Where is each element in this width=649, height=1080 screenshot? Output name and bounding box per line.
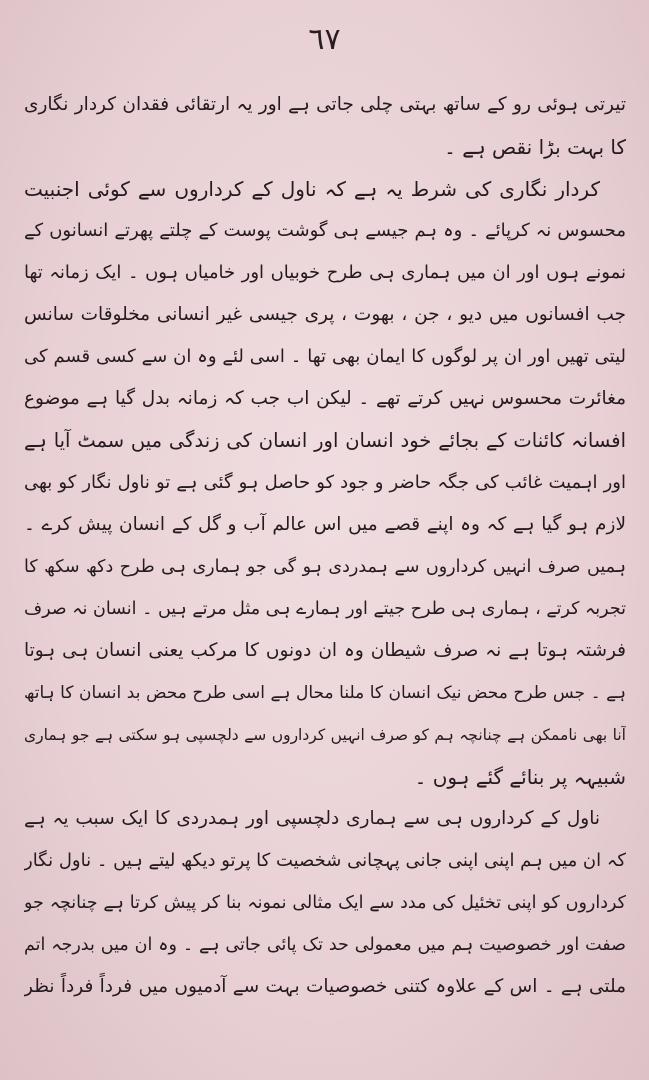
- text-line-21: صفت اور خصوصیت ہم میں معمولی حد تک پائی جاتی ہے ۔ وہ ان میں بدرجہ اتم: [24, 935, 626, 955]
- body-text: [24, 84, 626, 1008]
- page-number: ٦٧: [308, 22, 341, 57]
- text-line-5: نمونے ہوں اور ان میں ہماری ہی طرح خوبیاں اور خامیاں ہوں ۔ ایک زمانہ تھا: [24, 262, 626, 283]
- text-line-4: محسوس نہ کرپائے ۔ وہ ہم جیسے ہی گوشت پوست کے چلتے پھرتے انسانوں کے: [24, 220, 626, 241]
- text-line-18: ناول کے کرداروں ہی سے ہماری دلچسپی اور ہمدردی کا ایک سبب یہ ہے: [24, 808, 600, 829]
- text-line-2: کا بہت بڑا نقص ہے ۔: [444, 135, 626, 159]
- text-line-17: شبیہہ پر بنائے گئے ہوں ۔: [414, 765, 626, 789]
- text-line-19: کہ ان میں ہم اپنی اپنی جانی پہچانی شخصیت کا پرتو دیکھ لیتے ہیں ۔ ناول نگار: [24, 850, 626, 871]
- text-line-13: تجربہ کرتے ، ہماری ہی طرح جیتے اور ہمارے ہی مثل مرتے ہیں ۔ انسان نہ صرف: [24, 599, 626, 619]
- text-line-15: ہے ۔ جس طرح محض نیک انسان کا ملنا محال ہے اسی طرح محض بد انسان کا ہاتھ: [24, 683, 626, 703]
- text-line-1: تیرتی ہوئی رو کے ساتھ بہتی چلی جاتی ہے اور یہ ارتقائی فقدان کردار نگاری: [24, 94, 626, 115]
- text-line-12: ہمیں صرف انہیں کرداروں سے ہمدردی ہو گی جو ہماری ہی طرح دکھ سکھ کا: [24, 557, 626, 577]
- text-line-20: کرداروں کو اپنی تخئیل کی مدد سے ایک مثالی نمونہ بنا کر پیش کرتا ہے چنانچہ جو: [24, 893, 626, 913]
- text-line-9: افسانہ کائنات کے بجائے خود انسان اور انسان کی زندگی میں سمٹ آیا ہے: [24, 429, 626, 452]
- text-line-3: کردار نگاری کی شرط یہ ہے کہ ناول کے کرداروں سے کوئی اجنبیت: [24, 177, 600, 201]
- text-line-16: آنا بھی ناممکن ہے چنانچہ ہم کو صرف انہیں کرداروں سے دلچسپی ہو سکتی ہے جو ہماری: [24, 726, 626, 744]
- text-line-10: اور اہمیت غائب کی جگہ حاضر و جود کو حاصل ہو گئی ہے تو ناول نگار کو بھی: [24, 472, 626, 493]
- text-line-11: لازم ہو گیا ہے کہ وہ اپنے قصے میں اس عالم آب و گل کے انسان پیش کرے ۔: [24, 514, 626, 535]
- text-line-14: فرشتہ ہوتا ہے نہ صرف شیطان وہ ان دونوں کا مرکب یعنی انسان ہی ہوتا: [24, 640, 626, 661]
- text-line-7: لیتی تھیں اور ان پر لوگوں کا ایمان بھی تھا ۔ اسی لئے وہ ان سے کسی قسم کی: [24, 346, 626, 367]
- text-line-8: مغائرت محسوس نہیں کرتے تھے ۔ لیکن اب جب کہ زمانہ بدل گیا ہے موضوع: [24, 388, 626, 409]
- text-line-6: جب افسانوں میں دیو ، جن ، بھوت ، پری جیسی غیر انسانی مخلوقات سانس: [24, 304, 626, 325]
- text-line-22: ملتی ہے ۔ اس کے علاوہ کتنی خصوصیات بہت سے آدمیوں میں فرداً فرداً نظر: [24, 976, 626, 997]
